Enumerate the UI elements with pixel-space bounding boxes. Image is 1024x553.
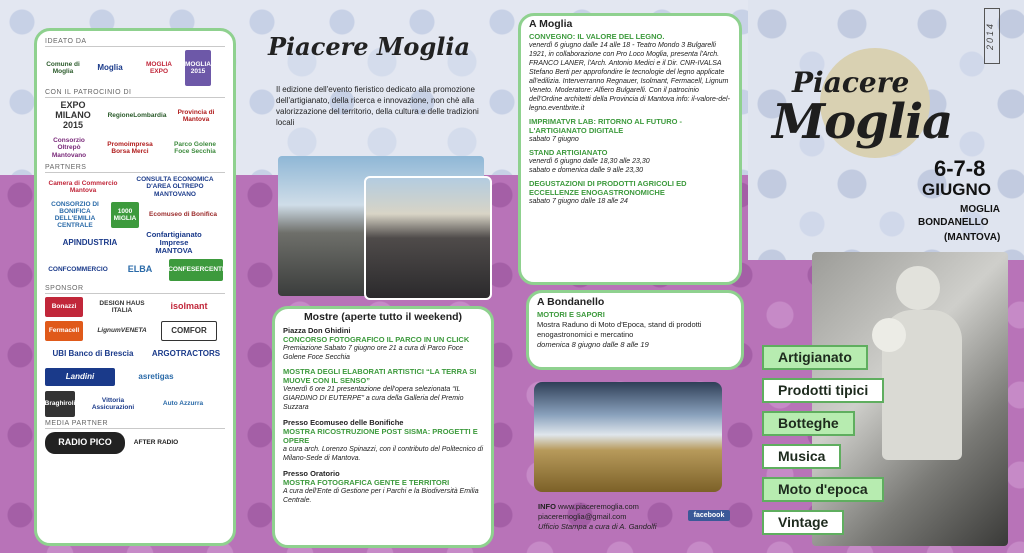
mostre-title: Mostre (aperte tutto il weekend) (303, 311, 463, 323)
logo-elba: ELBA (127, 264, 153, 275)
website-link[interactable]: www.piaceremoglia.com (558, 502, 639, 511)
logo-moglia: Moglia (772, 94, 953, 150)
logo-lignum-veneta: LignumVENETA (97, 327, 147, 335)
tag-musica: Musica (762, 444, 841, 469)
intro-title: Piacere Moglia (268, 32, 471, 61)
logo-row-partners (45, 176, 225, 282)
mostre-panel (272, 306, 494, 548)
logo-expo: EXPO MILANO 2015 (55, 100, 91, 130)
logo-row-ideato (45, 50, 225, 86)
logo-ecomuseo: Ecomuseo di Bonifica (149, 211, 217, 219)
logo-provincia-mantova: Provincia di Mantova (177, 108, 215, 123)
event-description: sabato 7 giugno dalle 18 alle 24 (529, 198, 628, 205)
divider (45, 428, 225, 429)
intro-text: Il edizione dell'evento fieristico dedicato alla promozione dell'artigianato, della ricerca e innovazione, non chè alla valorizzazione del territorio, della cultura e delle tradizioni locali (276, 85, 479, 127)
logo-row-media (45, 432, 225, 454)
bondanello-title: A Bondanello (537, 296, 605, 308)
event-photo-motorcycles (364, 176, 492, 300)
logo-regione-lombardia: RegioneLombardia (107, 112, 167, 120)
logo-piacere: Piacere (792, 66, 910, 99)
logo-camera-commercio: Camera di Commercio Mantova (48, 179, 118, 194)
logo-row-patrocinio (45, 101, 225, 161)
logo-moglia-expo: MOGLIA EXPO (146, 60, 172, 75)
section-title-sponsor: SPONSOR (45, 285, 84, 292)
logo-apindustria: APINDUSTRIA (62, 237, 118, 247)
tag-artigianato: Artigianato (762, 345, 868, 370)
event-description: sabato 7 giugno (529, 136, 579, 143)
event-description: Mostra Raduno di Moto d'Epoca, stand di prodotti enogastronomici e mercatino (537, 320, 702, 339)
tag-prodotti-tipici: Prodotti tipici (762, 378, 884, 403)
logo-confesercenti: CONFESERCENTI (169, 259, 223, 281)
place-bondanello: BONDANELLO (918, 217, 989, 228)
section-title-ideato: IDEATO DA (45, 38, 87, 45)
event-description: venerdì 6 giugno dalle 18,30 alle 23,30 (529, 158, 650, 165)
location-oratorio: Presso Oratorio (283, 469, 340, 478)
logo-consorzio-oltrepo: Consorzio Oltrepò Mantovano (51, 137, 87, 159)
email-link[interactable]: piaceremoglia@gmail.com (538, 512, 627, 521)
year-label: 2014 (984, 8, 1000, 64)
event-date: domenica 8 giugno dalle 8 alle 19 (537, 340, 649, 349)
event-heading: CONCORSO FOTOGRAFICO IL PARCO IN UN CLICK (283, 335, 470, 344)
divider (45, 46, 225, 47)
location-piazza: Piazza Don Ghidini (283, 326, 351, 335)
event-description: sabato e domenica dalle 9 alle 23,30 (529, 167, 644, 174)
logo-confartigianato: Confartigianato Imprese MANTOVA (146, 229, 202, 256)
logo-bonazzi: Bonazzi (45, 297, 83, 317)
landscape-photo (534, 382, 722, 492)
logo-moglia: Moglia (97, 62, 123, 72)
logo-argotractors: ARGOTRACTORS (151, 348, 221, 358)
event-dates: 6-7-8 (934, 156, 986, 181)
logo-1000-miglia: 1000 MIGLIA (111, 202, 139, 228)
event-description: A cura dell'Ente di Gestione per i Parchi e la Biodiversità Emilia Centrale. (283, 488, 479, 504)
logo-ubi-banco: UBI Banco di Brescia (52, 348, 134, 358)
place-moglia: MOGLIA (960, 204, 1000, 215)
logo-consorzio-bonifica: CONSORZIO DI BONIFICA DELL'EMILIA CENTRALE (51, 200, 99, 230)
logo-comfor: COMFOR (161, 321, 217, 341)
press-office: Ufficio Stampa a cura di A. Gandolfi (538, 522, 657, 531)
event-heading: IMPRIMATVR LAB: RITORNO AL FUTURO - L'ARTIGIANATO DIGITALE (529, 117, 683, 135)
logo-row-sponsor (45, 297, 225, 417)
logo-promoimpresa: Promoimpresa Borsa Merci (107, 140, 153, 155)
event-heading: STAND ARTIGIANATO (529, 148, 608, 157)
sponsors-panel (34, 28, 236, 546)
tag-vintage: Vintage (762, 510, 844, 535)
logo-auto-azzurra: Auto Azzurra (162, 400, 204, 408)
logo-moglia-2015: MOGLIA 2015 (185, 50, 211, 86)
place-mantova: (MANTOVA) (944, 232, 1001, 243)
event-description: Premiazione Sabato 7 giugno ore 21 a cura di Parco Foce Golene Foce Secchia (283, 345, 464, 361)
logo-braghiroli: Braghiroli (45, 391, 75, 417)
logo-consulta-economica: CONSULTA ECONOMICA D'AREA OLTREPO MANTOVANO (136, 176, 214, 198)
event-heading: MOSTRA FOTOGRAFICA GENTE E TERRITORI (283, 478, 450, 487)
event-month: GIUGNO (922, 180, 991, 199)
tag-moto-epoca: Moto d'epoca (762, 477, 884, 502)
event-description: Venerdì 6 ore 21 presentazione dell'opera selezionata “IL GIARDINO DI EUTERPE” a cura della Galleria del Premio Suzzara (283, 386, 464, 411)
bondanello-panel (526, 290, 744, 370)
logo-isolmant: isolmant (170, 301, 208, 312)
event-heading: MOSTRA RICOSTRUZIONE POST SISMA: PROGETTI E OPERE (283, 427, 478, 445)
facebook-badge[interactable]: facebook (688, 510, 730, 521)
info-label: INFO (538, 502, 556, 511)
moglia-panel (518, 13, 742, 285)
logo-comune-moglia: Comune di Moglia (46, 60, 80, 75)
event-heading: CONVEGNO: IL VALORE DEL LEGNO. (529, 32, 665, 41)
logo-after-radio: AFTER RADIO (133, 439, 179, 447)
divider (45, 172, 225, 173)
event-heading: MOSTRA DEGLI ELABORATI ARTISTICI “LA TERRA SI MUOVE CON IL SENSO” (283, 367, 477, 385)
section-title-media: MEDIA PARTNER (45, 420, 109, 427)
section-title-partners: PARTNERS (45, 164, 87, 171)
logo-asretigas: asretigas (138, 371, 174, 381)
event-description: venerdì 6 giugno dalle 14 alle 18 - Teatro Mondo 3 Bulgarelli 1921, in collaborazione con Pro Loco Moglia, presenta l'Arch. FRANCO LANER, l'Arch. Antonio Medici e il Dir. CNR-IVALSA Stefano Berti per approfondire le tecnologie del legno applicate all'edilizia. Interverranno Regnauer, Isolmant, Fermacell, Lignum Veneto. Moderatore: Alfiero Bulgarelli. Con il patrocinio dell'Ordine architetti della Provincia di Mantova info: il-valore-del-legno.eventbrite.it (529, 42, 730, 112)
event-description: a cura arch. Lorenzo Spinazzi, con il contributo del Politecnico di Milano-Sede di Mantova. (283, 446, 483, 462)
divider (45, 97, 225, 98)
location-ecomuseo: Presso Ecomuseo delle Bonifiche (283, 418, 404, 427)
logo-fermacell: Fermacell (45, 321, 83, 341)
logo-landini: Landini (45, 368, 115, 386)
logo-parco-golene: Parco Golene Foce Secchia (174, 140, 216, 155)
logo-vittoria: Vittoria Assicurazioni (91, 396, 135, 411)
divider (45, 293, 225, 294)
logo-design-haus: DESIGN HAUS ITALIA (99, 299, 145, 314)
logo-radio-pico: RADIO PICO (45, 432, 125, 454)
tag-botteghe: Botteghe (762, 411, 855, 436)
moglia-title: A Moglia (529, 18, 573, 30)
event-heading: DEGUSTAZIONI DI PRODOTTI AGRICOLI ED ECCELLENZE ENOGASTRONOMICHE (529, 179, 687, 197)
logo-confcommercio: CONFCOMMERCIO (48, 266, 108, 274)
section-title-patrocinio: CON IL PATROCINIO DI (45, 89, 132, 96)
event-heading: MOTORI E SAPORI (537, 310, 605, 319)
